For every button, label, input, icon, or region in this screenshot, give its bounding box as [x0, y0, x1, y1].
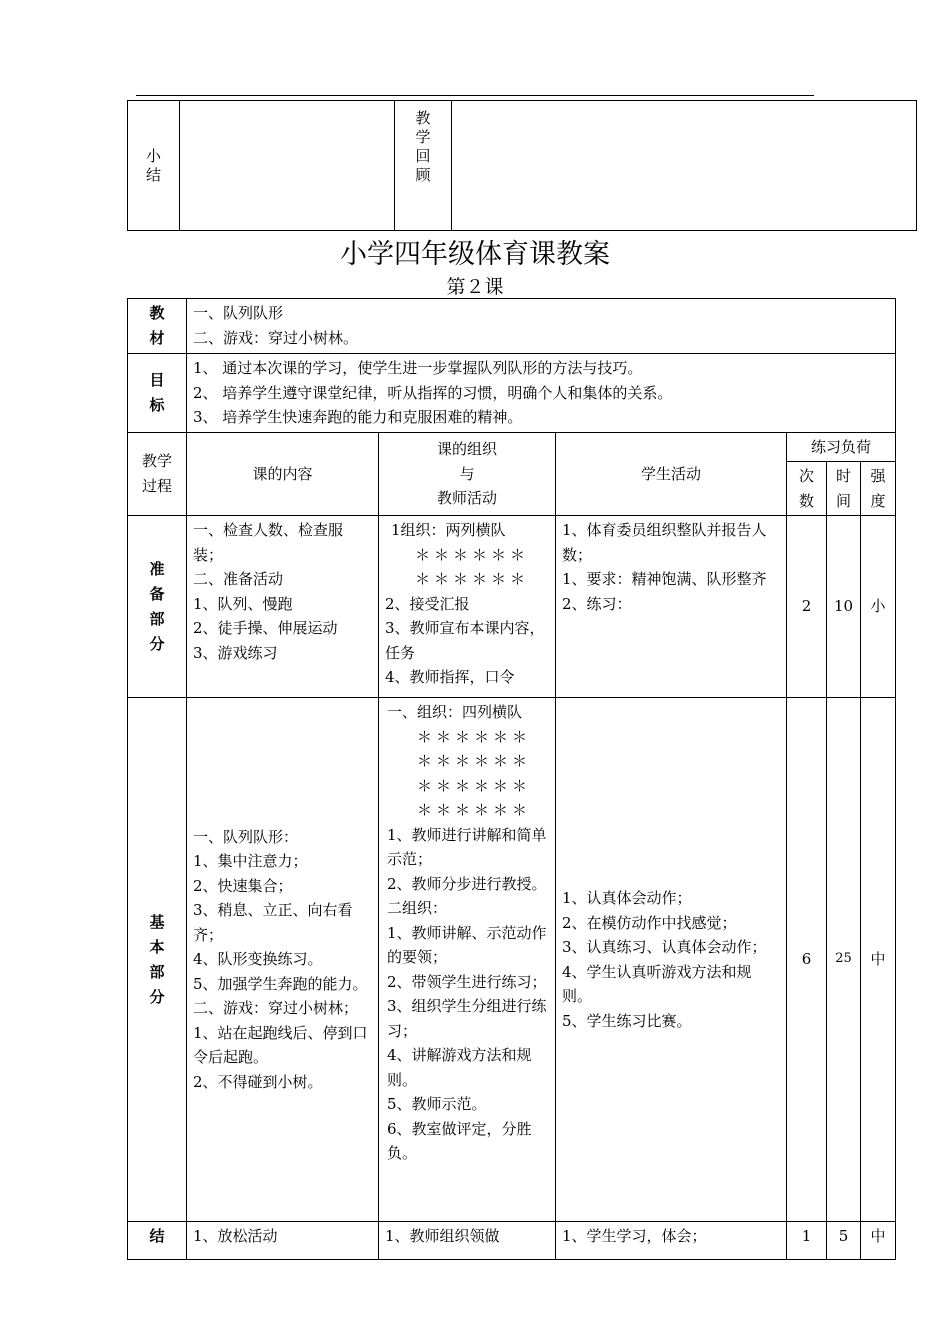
end-intensity: 中: [861, 1222, 896, 1260]
header-process: 教学 过程: [128, 432, 187, 516]
basic-student: 1、认真体会动作； 2、在模仿动作中找感觉； 3、认真练习、认真体会动作； 4、学生认真听游戏方法和规则。 5、学生练习比赛。: [556, 698, 787, 1222]
basic-content: 一、队列队形： 1、集中注意力； 2、快速集合； 3、稍息、立正、向右看齐； 4、队形变换练习。 5、加强学生奔跑的能力。 二、游戏：穿过小树林； 1、站在起跑线后、停到口令后起跑。 2、不得碰到小树。: [187, 698, 379, 1222]
material-label: 教 材: [128, 299, 187, 354]
end-duration: 5: [827, 1222, 861, 1260]
prep-intensity: 小: [861, 516, 896, 698]
page-title: 小学四年级体育课教案: [340, 239, 610, 270]
end-content: 1、放松活动: [187, 1222, 379, 1260]
prep-duration: 10: [827, 516, 861, 698]
goals-content: 1、 通过本次课的学习，使学生进一步掌握队列队形的方法与技巧。 2、 培养学生遵守课堂纪律，听从指挥的习惯，明确个人和集体的关系。 3、 培养学生快速奔跑的能力和克服困难的精神。: [187, 354, 896, 433]
summary-table: [127, 100, 917, 231]
prep-label: 准 备 部 分: [128, 516, 187, 698]
material-content: 一、队列队形 二、游戏：穿过小树林。: [187, 299, 896, 354]
prep-student: 1、体育委员组织整队并报告人数； 1、要求：精神饱满、队形整齐 2、练习：: [556, 516, 787, 698]
review-label: 教 学 回 顾: [395, 101, 452, 231]
review-cell: [452, 101, 917, 231]
header-student: 学生活动: [556, 432, 787, 516]
header-organization: 课的组织 与 教师活动: [379, 432, 556, 516]
summary-label: 小 结: [128, 101, 180, 231]
header-content: 课的内容: [187, 432, 379, 516]
basic-duration: 25: [827, 698, 861, 1222]
header-rule: [136, 95, 814, 96]
header-intensity: 强 度: [861, 462, 896, 516]
end-organization: 1、教师组织领做: [379, 1222, 556, 1260]
basic-intensity: 中: [861, 698, 896, 1222]
basic-times: 6: [787, 698, 827, 1222]
basic-organization: 一、组织：四列横队 ＊＊＊＊＊＊ ＊＊＊＊＊＊ ＊＊＊＊＊＊ ＊＊＊＊＊＊ 1、教师进行讲解和简单示范； 2、教师分步进行教授。 二组织： 1、教师讲解、示范动作的要领； 2、带领学生进行练习； 3、组织学生分组进行练习； 4、讲解游戏方法和规则。 5、教师示范。 6、教室做评定，分胜负。: [379, 698, 556, 1222]
lesson-plan-table: [127, 298, 896, 1260]
prep-organization: 1组织：两列横队 ＊＊＊＊＊＊ ＊＊＊＊＊＊ 2、接受汇报 3、教师宣布本课内容，任务 4、教师指挥，口令: [379, 516, 556, 698]
basic-label: 基 本 部 分: [128, 698, 187, 1222]
prep-times: 2: [787, 516, 827, 698]
header-times: 次 数: [787, 462, 827, 516]
summary-cell: [180, 101, 395, 231]
header-load: 练习负荷: [787, 432, 896, 462]
prep-content: 一、检查人数、检查服装； 二、准备活动 1、队列、慢跑 2、徒手操、伸展运动 3、游戏练习: [187, 516, 379, 698]
end-times: 1: [787, 1222, 827, 1260]
header-duration: 时 间: [827, 462, 861, 516]
end-label: 结: [128, 1222, 187, 1260]
lesson-number: 第２课: [446, 276, 504, 298]
goals-label: 目 标: [128, 354, 187, 433]
end-student: 1、学生学习，体会；: [556, 1222, 787, 1260]
